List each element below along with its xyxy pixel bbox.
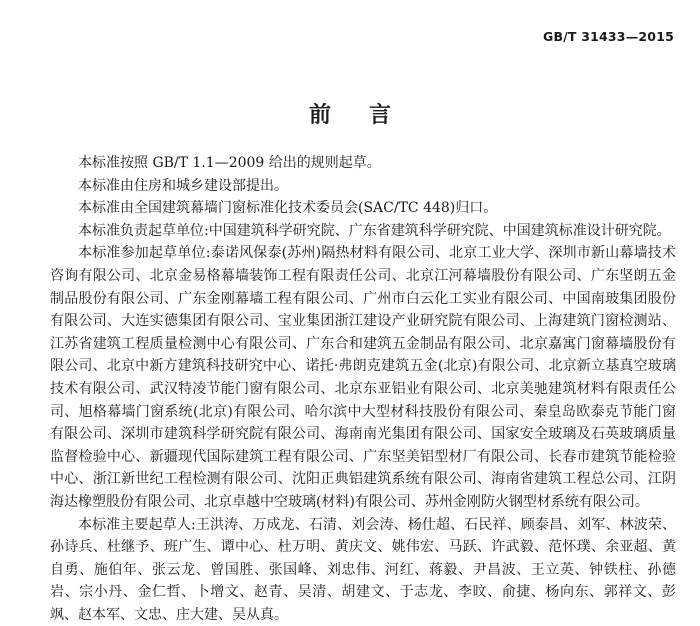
paragraph-main-drafters: 本标准主要起草人:王洪涛、万成龙、石清、刘会涛、杨仕超、石民祥、顾泰昌、刘军、林波荣、孙诗兵、杜继予、班广生、谭中心、杜万明、黄庆文、姚伟宏、马跃、许武毅、范怀璞、余亚超、黄自勇、施伯年、张云龙、曾国胜、张国峰、刘忠伟、河红、蒋毅、尹昌波、王立英、钟铁柱、孙德岩、宗小丹、金仁哲、卜增文、赵青、吴清、胡建文、于志龙、李旼、俞捷、杨向东、郭祥文、彭飒、赵本军、文忠、庄大建、吴从真。 xyxy=(50,514,676,626)
paragraph-drafting-rules: 本标准按照 GB/T 1.1—2009 给出的规则起草。 xyxy=(50,152,676,175)
standard-number: GB/T 31433—2015 xyxy=(543,29,674,44)
foreword-body xyxy=(50,152,676,626)
paragraph-committee: 本标准由全国建筑幕墙门窗标准化技术委员会(SAC/TC 448)归口。 xyxy=(50,197,676,220)
paragraph-lead-drafters: 本标准负责起草单位:中国建筑科学研究院、广东省建筑科学研究院、中国建筑标准设计研究院。 xyxy=(50,220,676,243)
paragraph-participating-drafters: 本标准参加起草单位:泰诺风保泰(苏州)隔热材料有限公司、北京工业大学、深圳市新山幕墙技术咨询有限公司、北京金易格幕墙装饰工程有限责任公司、北京江河幕墙股份有限公司、广东坚朗五金制品股份有限公司、广东金刚幕墙工程有限公司、广州市白云化工实业有限公司、中国南玻集团股份有限公司、大连实德集团有限公司、宝业集团浙江建设产业研究院有限公司、上海建筑门窗检测站、江苏省建筑工程质量检测中心有限公司、广东合和建筑五金制品有限公司、北京嘉寓门窗幕墙股份有限公司、北京中新方建筑科技研究中心、诺托·弗朗克建筑五金(北京)有限公司、北京新立基真空玻璃技术有限公司、武汉特凌节能门窗有限公司、北京东亚铝业有限公司、北京美驰建筑材料有限责任公司、旭格幕墙门窗系统(北京)有限公司、哈尔滨中大型材科技股份有限公司、秦皇岛欧泰克节能门窗有限公司、深圳市建筑科学研究院有限公司、海南南光集团有限公司、国家安全玻璃及石英玻璃质量监督检验中心、新疆现代国际建筑工程有限公司、广东坚美铝型材厂有限公司、长春市建筑节能检验中心、浙江新世纪工程检测有限公司、沈阳正典铝建筑系统有限公司、海南省建筑工程总公司、江阴海达橡塑股份有限公司、北京卓越中空玻璃(材料)有限公司、苏州金刚防火钢型材系统有限公司。 xyxy=(50,242,676,513)
paragraph-proposer: 本标准由住房和城乡建设部提出。 xyxy=(50,175,676,198)
section-heading: 前言 xyxy=(0,98,700,129)
